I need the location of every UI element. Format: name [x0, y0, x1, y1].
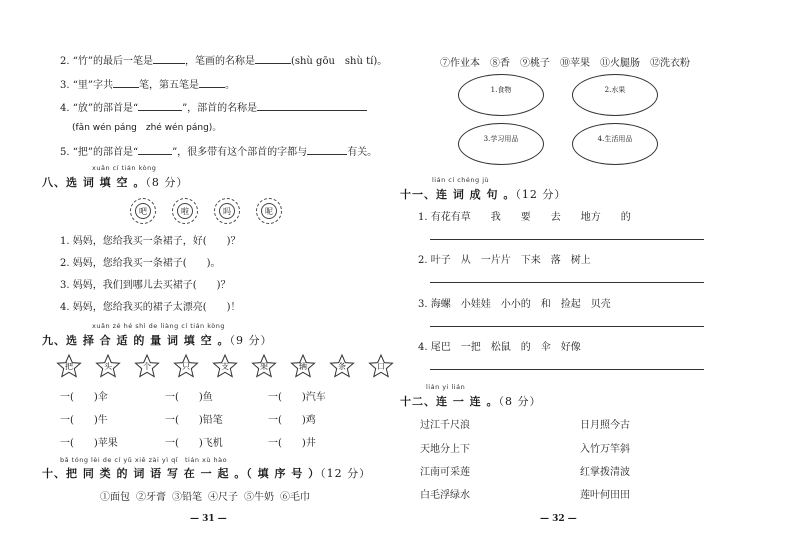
- q2-blank-2[interactable]: [255, 53, 291, 64]
- sec11-item-1: 1. 有花有草 我 要 去 地方 的: [418, 212, 631, 223]
- sec10-pinyin: bǎ tóng lèi de cí yǔ xiě zài yì qǐ tián xù hào: [60, 456, 228, 464]
- sec12-left-3[interactable]: 江南可采莲: [420, 467, 470, 478]
- category-ellipse-fruit[interactable]: [572, 74, 658, 116]
- measure-word: 条: [338, 362, 346, 371]
- sec10-item-3: ③铅笔: [172, 492, 202, 503]
- sec11-answer-line-4[interactable]: [430, 368, 704, 370]
- sec11-answer-line-2[interactable]: [430, 281, 704, 283]
- q5-text-c: 有关。: [347, 147, 378, 158]
- measure-word: 支: [221, 362, 229, 371]
- measure-word: 口: [377, 362, 385, 371]
- sec10-title: 十、把 同 类 的 词 语 写 在 一 起 。（ 填 序 号 ）: [42, 467, 321, 480]
- sec12-right-2[interactable]: 入竹万竿斜: [580, 444, 630, 455]
- word-2: 啦: [177, 203, 193, 219]
- q5-blank-1[interactable]: [138, 144, 172, 155]
- sec11-item-3: 3. 海螺 小娃娃 小小的 和 捡起 贝壳: [418, 299, 611, 310]
- sec12-right-3[interactable]: 红掌拨清波: [580, 467, 630, 478]
- sec12-pinyin: lián yi lián: [426, 383, 466, 391]
- category-label-food: 1.食物: [490, 86, 512, 94]
- sec12-heading: [400, 393, 542, 409]
- q4-blank-1[interactable]: [138, 100, 182, 111]
- q3-blank-1[interactable]: [113, 77, 139, 88]
- word-flower-1: [130, 198, 156, 224]
- question-2: [60, 52, 387, 67]
- sec10-item-7: ⑦作业本: [440, 58, 480, 69]
- sec10-item-6: ⑥毛巾: [280, 492, 310, 503]
- sec8-word-bank: [130, 198, 282, 224]
- page-number-left: — 31 —: [190, 514, 227, 524]
- sec12-score: （8 分）: [498, 395, 542, 408]
- q3-text-c: 。: [224, 80, 235, 91]
- measure-word-star: [212, 354, 238, 378]
- q5-blank-2[interactable]: [307, 144, 347, 155]
- category-label-school-supplies: 3.学习用品: [483, 135, 519, 143]
- measure-word: 头: [104, 362, 112, 371]
- sec10-item-5: ⑤牛奶: [244, 492, 274, 503]
- sec8-item-3: 3. 妈妈，我们到哪儿去买裙子( )？: [60, 280, 231, 291]
- sec10-continued: [440, 54, 690, 69]
- q3-text-b: 笔，第五笔是: [138, 80, 199, 91]
- sec12-title: 十二、连 一 连 。: [400, 395, 499, 408]
- q4-text-a: 4. “放”的部首是“: [60, 103, 139, 114]
- category-label-daily-goods: 4.生活用品: [597, 135, 633, 143]
- measure-word-star: [290, 354, 316, 378]
- sec9-r1c1: 一( )伞: [60, 392, 108, 403]
- question-3: [60, 76, 235, 91]
- sec8-score: （8 分）: [145, 176, 189, 189]
- sec8-item-1: 1. 妈妈，您给我买一条裙子，好( )？: [60, 236, 241, 247]
- q2-text-c: (shù gōu shù tí)。: [290, 56, 388, 67]
- page-number-right: — 32 —: [540, 514, 577, 524]
- sec9-title: 九、选 择 合 适 的 量 词 填 空 。: [42, 334, 230, 347]
- measure-word: 把: [65, 362, 73, 371]
- sec11-item-2: 2. 叶子 从 一片片 下来 落 树上: [418, 255, 591, 266]
- sec9-r2c1: 一( )牛: [60, 415, 108, 426]
- measure-word-star: [56, 354, 82, 378]
- sec9-r3c3: 一( )井: [268, 438, 316, 449]
- q3-text-a: 3. “里”字共: [60, 80, 113, 91]
- sec11-pinyin: lián cí chéng jù: [432, 176, 490, 184]
- measure-word-star: [251, 354, 277, 378]
- measure-word-star: [368, 354, 394, 378]
- sec8-title: 八、选 词 填 空 。: [42, 176, 146, 189]
- sec10-score: （12 分）: [320, 467, 372, 480]
- sec11-item-4: 4. 尾巴 一把 松鼠 的 伞 好像: [418, 342, 581, 353]
- sec12-right-1[interactable]: 日月照今古: [580, 420, 630, 431]
- q2-text-a: 2. “竹”的最后一笔是: [60, 56, 153, 67]
- word-1: 吧: [135, 203, 151, 219]
- sec8-item-2: 2. 妈妈，您给我买一条裙子( )。: [60, 258, 221, 269]
- sec8-item-4: 4. 妈妈，您给我买的裙子太漂亮( )！: [60, 302, 241, 313]
- q4-blank-2[interactable]: [257, 100, 367, 111]
- category-label-fruit: 2.水果: [604, 86, 626, 94]
- sec9-r3c2: 一( )飞机: [165, 438, 223, 449]
- measure-word: 个: [143, 362, 151, 371]
- sec12-left-1[interactable]: 过江千尺浪: [420, 420, 470, 431]
- q3-blank-2[interactable]: [199, 77, 225, 88]
- sec10-item-4: ④尺子: [208, 492, 238, 503]
- q5-text-b: ”，很多带有这个部首的字都与: [172, 147, 308, 158]
- sec11-answer-line-1[interactable]: [430, 238, 704, 240]
- sec9-measure-words: [56, 354, 394, 378]
- measure-word: 辆: [299, 362, 307, 371]
- sec8-heading: [42, 174, 188, 190]
- sec12-left-4[interactable]: 白毛浮绿水: [420, 490, 470, 501]
- measure-word-star: [329, 354, 355, 378]
- sec9-r1c3: 一( )汽车: [268, 392, 326, 403]
- sec10-item-12: ⑫洗衣粉: [650, 58, 690, 69]
- sec9-heading: [42, 332, 272, 348]
- sec12-right-4[interactable]: 莲叶何田田: [580, 490, 630, 501]
- measure-word-star: [134, 354, 160, 378]
- measure-word: 只: [182, 362, 190, 371]
- sec10-item-9: ⑨桃子: [520, 58, 550, 69]
- sec10-heading: [42, 465, 371, 481]
- q4-pinyin: (fǎn wén páng zhé wén páng)。: [72, 123, 222, 133]
- sec11-title: 十一、连 词 成 句 。: [400, 188, 516, 201]
- word-flower-3: [214, 198, 240, 224]
- measure-word-star: [173, 354, 199, 378]
- sec9-pinyin: xuǎn zé hé shì de liàng cí tián kòng: [92, 322, 225, 330]
- sec10-item-10: ⑩苹果: [560, 58, 590, 69]
- sec11-heading: [400, 186, 566, 202]
- category-ellipse-daily-goods[interactable]: [572, 123, 658, 165]
- question-4: [60, 99, 367, 114]
- sec9-r1c2: 一( )鱼: [165, 392, 213, 403]
- sec10-item-1: ①面包: [100, 492, 130, 503]
- sec10-item-11: ⑪火腿肠: [600, 58, 640, 69]
- category-ellipse-food[interactable]: [458, 74, 544, 116]
- word-3: 吗: [219, 203, 235, 219]
- sec9-score: （9 分）: [229, 334, 273, 347]
- word-4: 呢: [261, 203, 277, 219]
- sec12-left-2[interactable]: 天地分上下: [420, 444, 470, 455]
- word-flower-2: [172, 198, 198, 224]
- sec11-score: （12 分）: [515, 188, 567, 201]
- measure-word: 架: [260, 362, 268, 371]
- measure-word-star: [95, 354, 121, 378]
- category-ellipse-school-supplies[interactable]: [458, 123, 544, 165]
- q4-text-b: ”，部首的名称是: [182, 103, 258, 114]
- question-5: [60, 143, 377, 158]
- word-flower-4: [256, 198, 282, 224]
- sec9-r2c2: 一( )铅笔: [165, 415, 223, 426]
- q2-blank-1[interactable]: [153, 53, 185, 64]
- sec9-r3c1: 一( )苹果: [60, 438, 118, 449]
- sec8-pinyin: xuǎn cí tián kòng: [92, 164, 157, 172]
- sec9-r2c3: 一( )鸡: [268, 415, 316, 426]
- sec10-item-2: ②牙膏: [136, 492, 166, 503]
- q2-text-b: ，笔画的名称是: [184, 56, 255, 67]
- sec11-answer-line-3[interactable]: [430, 325, 704, 327]
- sec10-item-8: ⑧香: [490, 58, 510, 69]
- q5-text-a: 5. “把”的部首是“: [60, 147, 139, 158]
- sec10-item-list: [100, 488, 310, 503]
